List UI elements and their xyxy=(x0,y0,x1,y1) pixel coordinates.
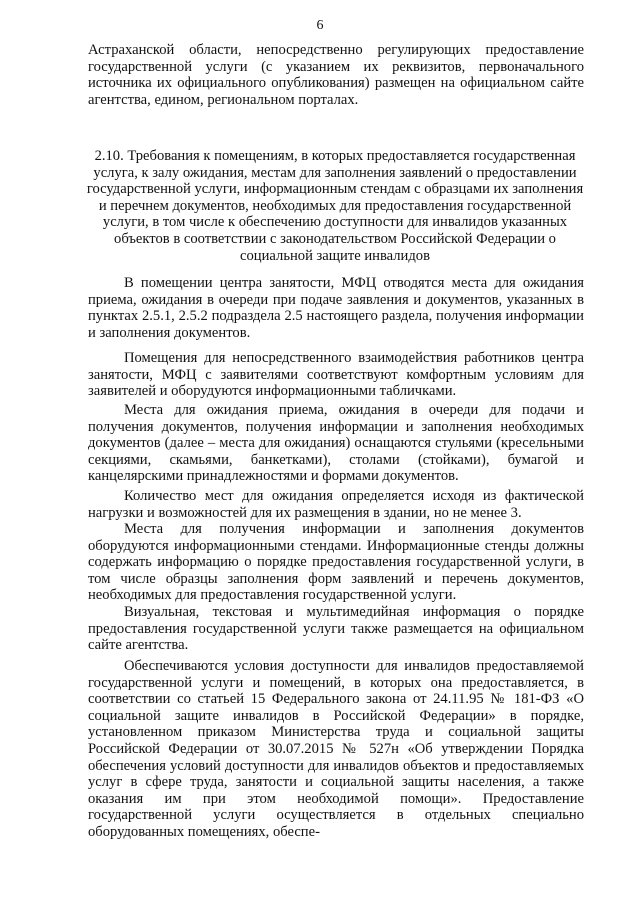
paragraph-info-stands: Места для получения информации и заполнения документов оборудуются информационными стендами. Информационные стенды должны содержать информацию о порядке предоставления государственной услуги, в том числе образцы заполнения форм заявлений и перечень документов, необходимых для предоставления государственной услуги. xyxy=(88,521,584,604)
paragraph-seat-count: Количество мест для ожидания определяется исходя из фактической нагрузки и возможностей для их размещения в здании, но не менее 3. xyxy=(88,488,584,521)
paragraph-visual-info: Визуальная, текстовая и мультимедийная информация о порядке предоставления государственной услуги также размещается на официальном сайте агентства. xyxy=(88,604,584,654)
paragraph-interaction-rooms: Помещения для непосредственного взаимодействия работников центра занятости, МФЦ с заявителями соответствуют комфортным условиям для заявителей и оборудуются информационными табличками. xyxy=(88,350,584,400)
section-heading: 2.10. Требования к помещениям, в которых предоставляется государственная услуга, к залу ожидания, местам для заполнения заявлений о предоставлении государственной услуги, информационным стендам с образцами их заполнения и перечнем документов, необходимых для предоставления государственной услуги, в том числе к обеспечению доступности для инвалидов указанных объектов в соответствии с законодательством Российской Федерации о социальной защите инвалидов xyxy=(86,148,584,264)
paragraph-waiting-equipment: Места для ожидания приема, ожидания в очереди для подачи и получения документов, получения информации и заполнения необходимых документов (далее – места для ожидания) оснащаются стульями (кресельными секциями, скамьями, банкетками), столами (стойками), бумагой и канцелярскими принадлежностями и формами документов. xyxy=(88,402,584,485)
paragraph-intro: Астраханской области, непосредственно регулирующих предоставление государственной услуги (с указанием их реквизитов, первоначального источника их официального опубликования) размещен на официальном сайте агентства, едином, региональном порталах. xyxy=(88,42,584,108)
page-number: 6 xyxy=(316,18,324,33)
paragraph-accessibility: Обеспечиваются условия доступности для инвалидов предоставляемой государственной услуги и помещений, в которых она предоставляется, в соответствии со статьей 15 Федерального закона от 24.11.95 № 181-ФЗ «О социальной защите инвалидов в Российской Федерации» в порядке, установленном приказом Министерства труда и социальной защиты Российской Федерации от 30.07.2015 № 527н «Об утверждении Порядка обеспечения условий доступности для инвалидов объектов и предоставляемых услуг в сфере труда, занятости и социальной защиты населения, а также оказания им при этом необходимой помощи». Предоставление государственной услуги осуществляется в отдельных специально оборудованных помещениях, обеспе- xyxy=(88,658,584,840)
paragraph-waiting-areas: В помещении центра занятости, МФЦ отводятся места для ожидания приема, ожидания в очереди при подаче заявления и документов, указанных в пунктах 2.5.1, 2.5.2 подраздела 2.5 настоящего раздела, получения информации и заполнения документов. xyxy=(88,275,584,341)
